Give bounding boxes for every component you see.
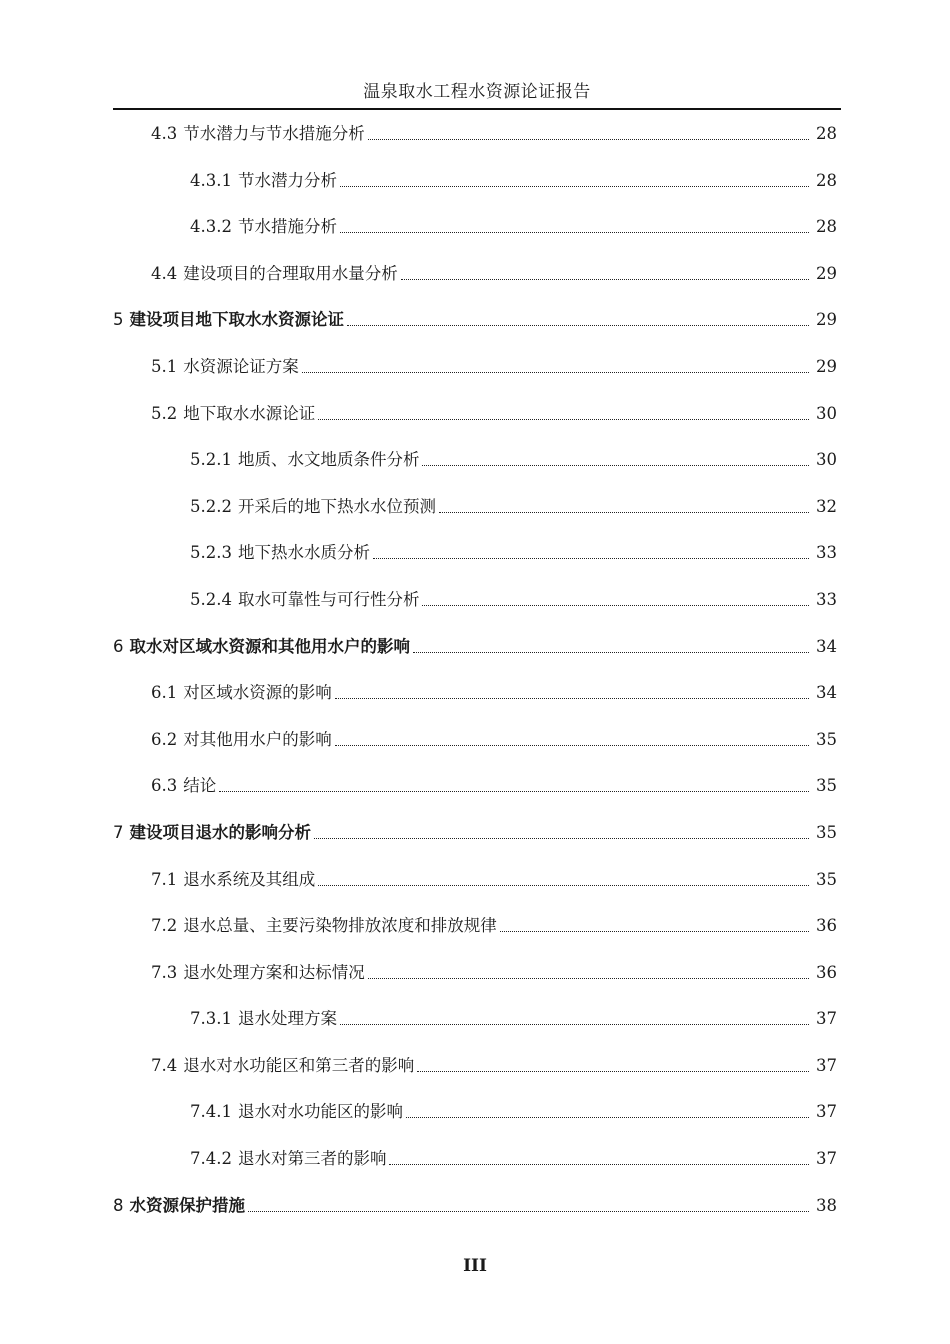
- toc-entry-number: 7.1: [151, 869, 178, 889]
- toc-entry-number: 6.1: [151, 683, 178, 703]
- toc-entry-number: 4.3.2: [190, 217, 232, 237]
- toc-entry[interactable]: [113, 538, 837, 585]
- toc-leader-dots: [302, 372, 809, 373]
- toc-leader-dots: [335, 745, 809, 746]
- toc-entry[interactable]: [113, 585, 837, 632]
- toc-entry-number: 5.1: [151, 356, 178, 376]
- toc-entry-title: 地下热水水质分析: [237, 543, 370, 563]
- toc-entry-page: 35: [816, 822, 837, 842]
- toc-entry-title: 结论: [183, 776, 217, 796]
- toc-leader-dots: [219, 791, 809, 792]
- toc-entry[interactable]: [113, 212, 837, 259]
- toc-chapter-entry[interactable]: [113, 305, 837, 352]
- toc-leader-dots: [340, 232, 809, 233]
- toc-entry-page: 36: [816, 916, 837, 936]
- toc-entry-page: 29: [816, 310, 837, 330]
- toc-entry-title: 取水可靠性与可行性分析: [237, 589, 420, 609]
- toc-entry[interactable]: [113, 725, 837, 772]
- toc-entry-title: 退水总量、主要污染物排放浓度和排放规律: [183, 916, 497, 936]
- toc-entry-number: 5.2.1: [190, 450, 232, 470]
- toc-entry[interactable]: [113, 1097, 837, 1144]
- toc-entry-page: 30: [816, 403, 837, 423]
- toc-entry-title: 节水潜力与节水措施分析: [183, 124, 365, 143]
- toc-entry[interactable]: [113, 771, 837, 818]
- toc-leader-dots: [248, 1211, 809, 1212]
- toc-leader-dots: [422, 465, 809, 466]
- toc-entry-page: 35: [816, 776, 837, 796]
- toc-entry-number: 6.3: [151, 776, 178, 796]
- toc-leader-dots: [439, 512, 809, 513]
- toc-entry[interactable]: [113, 166, 837, 213]
- toc-entry-title: 建设项目地下取水水资源论证: [129, 310, 344, 330]
- toc-entry-number: 4.4: [151, 263, 178, 283]
- toc-chapter-entry[interactable]: [113, 632, 837, 679]
- toc-entry-page: 29: [816, 356, 837, 376]
- toc-entry-number: 7.3.1: [190, 1009, 232, 1029]
- toc-entry-title: 退水对第三者的影响: [237, 1149, 387, 1169]
- toc-entry[interactable]: [113, 352, 837, 399]
- page-header-title: 温泉取水工程水资源论证报告: [363, 82, 591, 102]
- header-divider: [113, 108, 841, 110]
- toc-entry-title: 开采后的地下热水水位预测: [237, 496, 436, 516]
- toc-entry-number: 6: [113, 636, 124, 656]
- toc-entry-number: 7.3: [151, 962, 178, 982]
- toc-entry-page: 37: [816, 1055, 837, 1075]
- toc-entry-page: 30: [816, 450, 837, 470]
- toc-leader-dots: [340, 186, 809, 187]
- toc-entry-title: 地下取水水源论证: [183, 403, 316, 423]
- toc-entry[interactable]: [113, 259, 837, 306]
- toc-entry-page: 38: [816, 1195, 837, 1215]
- toc-entry[interactable]: [113, 958, 837, 1005]
- toc-leader-dots: [401, 279, 809, 280]
- toc-entry-title: 对其他用水户的影响: [183, 729, 332, 749]
- toc-entry-number: 5: [113, 310, 124, 330]
- toc-entry[interactable]: [113, 1004, 837, 1051]
- toc-entry-number: 5.2: [151, 403, 178, 423]
- toc-entry-number: 7.4.2: [190, 1149, 232, 1169]
- toc-leader-dots: [318, 419, 809, 420]
- toc-entry-page: 37: [816, 1009, 837, 1029]
- toc-entry-title: 退水处理方案和达标情况: [183, 962, 365, 982]
- toc-leader-dots: [413, 652, 809, 653]
- toc-leader-dots: [347, 325, 809, 326]
- toc-entry-title: 退水对水功能区和第三者的影响: [183, 1055, 415, 1075]
- toc-entry-number: 5.2.4: [190, 589, 232, 609]
- toc-leader-dots: [340, 1024, 809, 1025]
- toc-entry[interactable]: [113, 1144, 837, 1191]
- toc-entry-page: 28: [816, 170, 837, 190]
- toc-leader-dots: [406, 1117, 809, 1118]
- toc-entry-page: 32: [816, 496, 837, 516]
- toc-entry[interactable]: [113, 678, 837, 725]
- toc-leader-dots: [500, 931, 809, 932]
- toc-entry-page: 35: [816, 729, 837, 749]
- toc-leader-dots: [314, 838, 809, 839]
- toc-leader-dots: [373, 558, 809, 559]
- toc-entry-title: 水资源论证方案: [183, 356, 299, 376]
- toc-entry-page: 35: [816, 869, 837, 889]
- toc-entry[interactable]: [113, 445, 837, 492]
- toc-entry-page: 34: [816, 683, 837, 703]
- toc-entry-page: 37: [816, 1149, 837, 1169]
- toc-entry-title: 对区域水资源的影响: [183, 683, 332, 703]
- toc-leader-dots: [422, 605, 809, 606]
- toc-entry-number: 8: [113, 1195, 124, 1215]
- toc-leader-dots: [318, 885, 809, 886]
- page-number-footer: III: [463, 1256, 487, 1276]
- toc-leader-dots: [417, 1071, 809, 1072]
- toc-entry-title: 退水处理方案: [237, 1009, 337, 1029]
- toc-entry-page: 28: [816, 217, 837, 237]
- toc-entry-number: 7.2: [151, 916, 178, 936]
- toc-entry-page: 34: [816, 636, 837, 656]
- toc-entry-title: 节水潜力分析: [237, 170, 337, 190]
- toc-entry-title: 取水对区域水资源和其他用水户的影响: [129, 636, 410, 656]
- toc-entry-title: 建设项目退水的影响分析: [129, 822, 311, 842]
- toc-entry-title: 地质、水文地质条件分析: [237, 450, 420, 470]
- toc-entry-number: 7.4: [151, 1055, 178, 1075]
- table-of-contents: [113, 119, 837, 1237]
- toc-entry-number: 4.3: [151, 124, 178, 143]
- toc-entry[interactable]: [113, 399, 837, 446]
- toc-entry-page: 29: [816, 263, 837, 283]
- toc-entry-page: 37: [816, 1102, 837, 1122]
- toc-entry[interactable]: [113, 911, 837, 958]
- toc-leader-dots: [389, 1164, 809, 1165]
- toc-chapter-entry[interactable]: [113, 818, 837, 865]
- toc-entry-page: 33: [816, 543, 837, 563]
- toc-entry-page: 28: [816, 124, 837, 143]
- toc-entry-page: 36: [816, 962, 837, 982]
- toc-entry-number: 6.2: [151, 729, 178, 749]
- toc-chapter-entry[interactable]: [113, 1191, 837, 1238]
- toc-entry-title: 节水措施分析: [237, 217, 337, 237]
- toc-entry-number: 5.2.3: [190, 543, 232, 563]
- toc-entry[interactable]: [113, 119, 837, 166]
- toc-entry[interactable]: [113, 492, 837, 539]
- toc-entry-number: 7: [113, 822, 124, 842]
- toc-entry-title: 建设项目的合理取用水量分析: [183, 263, 398, 283]
- toc-entry-number: 4.3.1: [190, 170, 232, 190]
- toc-entry-title: 退水对水功能区的影响: [237, 1102, 403, 1122]
- toc-entry[interactable]: [113, 865, 837, 912]
- toc-entry-number: 7.4.1: [190, 1102, 232, 1122]
- toc-entry-page: 33: [816, 589, 837, 609]
- toc-entry-number: 5.2.2: [190, 496, 232, 516]
- toc-entry-title: 水资源保护措施: [129, 1195, 245, 1215]
- toc-leader-dots: [335, 698, 809, 699]
- toc-leader-dots: [368, 978, 809, 979]
- toc-entry[interactable]: [113, 1051, 837, 1098]
- toc-entry-title: 退水系统及其组成: [183, 869, 316, 889]
- toc-leader-dots: [368, 139, 809, 140]
